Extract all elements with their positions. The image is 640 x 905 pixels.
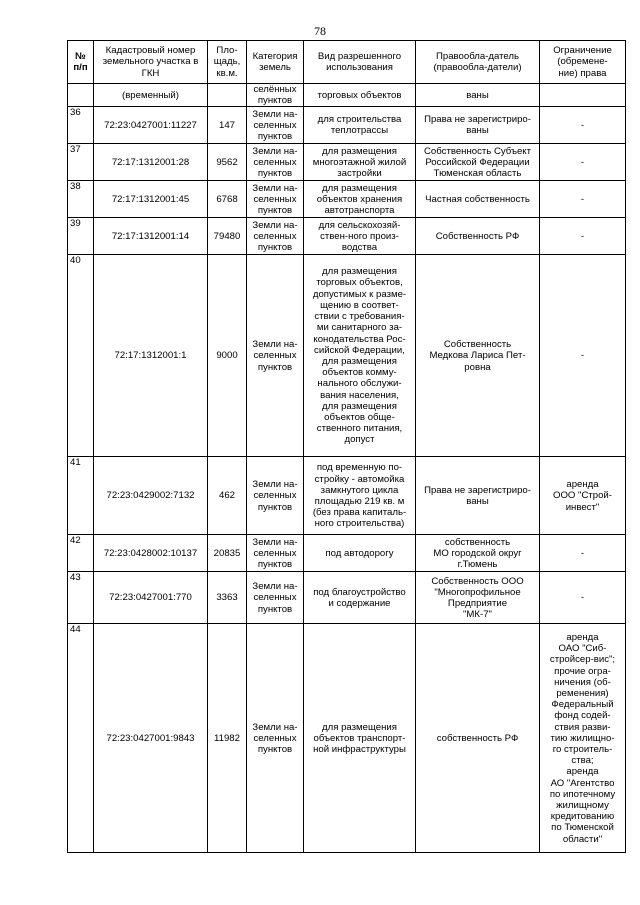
cell-permitted-use: торговых объектов bbox=[304, 84, 416, 107]
cell-row-number: 38 bbox=[68, 181, 94, 218]
cell-cadastral-number: 72:23:0427001:11227 bbox=[94, 107, 208, 144]
cell-cadastral-number: 72:23:0429002:7132 bbox=[94, 457, 208, 535]
cell-permitted-use: для размещения объектов транспорт- ной инфраструктуры bbox=[304, 624, 416, 853]
header-number: № п/п bbox=[68, 41, 94, 84]
cell-land-category: Земли на- селенных пунктов bbox=[247, 218, 304, 255]
cell-permitted-use: для размещения торговых объектов, допустимых к разме- щению в соответ- ствии с требования- ми санитарного за- конодательства Рос- сийской Федерации, для размещения объектов комму- нального обслужи- вания населения, для размещения объектов обще- ственного питания, допуст bbox=[304, 255, 416, 457]
cell-land-category: Земли на- селенных пунктов bbox=[247, 624, 304, 853]
cell-area: 11982 bbox=[208, 624, 247, 853]
cell-cadastral-number: 72:17:1312001:45 bbox=[94, 181, 208, 218]
table-body bbox=[68, 84, 626, 853]
cell-restriction: - bbox=[540, 535, 626, 572]
cell-cadastral-number: (временный) bbox=[94, 84, 208, 107]
cell-restriction: - bbox=[540, 181, 626, 218]
table-header-row bbox=[68, 41, 626, 84]
header-restriction: Ограничение (обремене- ние) права bbox=[540, 41, 626, 84]
header-land-category: Категория земель bbox=[247, 41, 304, 84]
table-row bbox=[68, 535, 626, 572]
land-registry-table bbox=[67, 40, 626, 853]
cell-permitted-use: под автодорогу bbox=[304, 535, 416, 572]
cell-restriction bbox=[540, 84, 626, 107]
header-cadastral-number: Кадастровый номер земельного участка в ГКН bbox=[94, 41, 208, 84]
cell-right-holder: Собственность ООО "Многопрофильное Предприятие "МК-7" bbox=[416, 572, 540, 624]
cell-right-holder: ваны bbox=[416, 84, 540, 107]
cell-row-number bbox=[68, 84, 94, 107]
table-row bbox=[68, 181, 626, 218]
cell-right-holder: собственность МО городской округ г.Тюмень bbox=[416, 535, 540, 572]
cell-land-category: Земли на- селенных пунктов bbox=[247, 107, 304, 144]
table-row bbox=[68, 107, 626, 144]
cell-area: 9000 bbox=[208, 255, 247, 457]
cell-row-number: 36 bbox=[68, 107, 94, 144]
cell-right-holder: Права не зарегистриро- ваны bbox=[416, 107, 540, 144]
cell-row-number: 42 bbox=[68, 535, 94, 572]
cell-land-category: Земли на- селенных пунктов bbox=[247, 457, 304, 535]
cell-land-category: селённых пунктов bbox=[247, 84, 304, 107]
cell-area: 20835 bbox=[208, 535, 247, 572]
cell-right-holder: собственность РФ bbox=[416, 624, 540, 853]
header-permitted-use: Вид разрешенного использования bbox=[304, 41, 416, 84]
cell-row-number: 39 bbox=[68, 218, 94, 255]
cell-right-holder: Собственность Субъект Российской Федерации Тюменская область bbox=[416, 144, 540, 181]
cell-area: 6768 bbox=[208, 181, 247, 218]
cell-land-category: Земли на- селенных пунктов bbox=[247, 255, 304, 457]
cell-area: 3363 bbox=[208, 572, 247, 624]
cell-cadastral-number: 72:17:1312001:28 bbox=[94, 144, 208, 181]
cell-restriction: аренда ООО "Строй- инвест" bbox=[540, 457, 626, 535]
table-row bbox=[68, 84, 626, 107]
cell-cadastral-number: 72:17:1312001:14 bbox=[94, 218, 208, 255]
cell-permitted-use: для размещения объектов хранения автотранспорта bbox=[304, 181, 416, 218]
cell-area: 9562 bbox=[208, 144, 247, 181]
cell-permitted-use: под временную по- стройку - автомойка замкнутого цикла площадью 219 кв. м (без права капиталь- ного строительства) bbox=[304, 457, 416, 535]
cell-row-number: 37 bbox=[68, 144, 94, 181]
cell-cadastral-number: 72:23:0427001:9843 bbox=[94, 624, 208, 853]
table-row bbox=[68, 144, 626, 181]
table-row bbox=[68, 255, 626, 457]
cell-land-category: Земли на- селенных пунктов bbox=[247, 572, 304, 624]
header-right-holder: Правообла-датель (правообла-датели) bbox=[416, 41, 540, 84]
cell-cadastral-number: 72:23:0428002:10137 bbox=[94, 535, 208, 572]
cell-right-holder: Собственность Медкова Лариса Пет- ровна bbox=[416, 255, 540, 457]
cell-cadastral-number: 72:17:1312001:1 bbox=[94, 255, 208, 457]
table-row bbox=[68, 624, 626, 853]
cell-right-holder: Частная собственность bbox=[416, 181, 540, 218]
cell-restriction: - bbox=[540, 218, 626, 255]
page-number: 78 bbox=[314, 24, 326, 38]
cell-area: 79480 bbox=[208, 218, 247, 255]
cell-permitted-use: для строительства теплотрассы bbox=[304, 107, 416, 144]
cell-area bbox=[208, 84, 247, 107]
cell-permitted-use: под благоустройство и содержание bbox=[304, 572, 416, 624]
cell-row-number: 40 bbox=[68, 255, 94, 457]
cell-restriction: - bbox=[540, 255, 626, 457]
cell-restriction: аренда ОАО "Сиб- стройсер-вис"; прочие огра- ничения (об- ременения) Федеральный фонд содей- ствия разви- тию жилищно- го строитель- ства; аренда АО "Агентство по ипотечному жилищному кредитованию по Тюменской области" bbox=[540, 624, 626, 853]
cell-row-number: 41 bbox=[68, 457, 94, 535]
table-row bbox=[68, 457, 626, 535]
cell-restriction: - bbox=[540, 107, 626, 144]
table-row bbox=[68, 572, 626, 624]
cell-area: 462 bbox=[208, 457, 247, 535]
cell-permitted-use: для сельскохозяй- ствен-ного произ- водства bbox=[304, 218, 416, 255]
cell-restriction: - bbox=[540, 144, 626, 181]
cell-land-category: Земли на- селенных пунктов bbox=[247, 181, 304, 218]
cell-right-holder: Права не зарегистриро- ваны bbox=[416, 457, 540, 535]
cell-right-holder: Собственность РФ bbox=[416, 218, 540, 255]
cell-cadastral-number: 72:23:0427001:770 bbox=[94, 572, 208, 624]
cell-restriction: - bbox=[540, 572, 626, 624]
cell-row-number: 44 bbox=[68, 624, 94, 853]
cell-row-number: 43 bbox=[68, 572, 94, 624]
cell-permitted-use: для размещения многоэтажной жилой застройки bbox=[304, 144, 416, 181]
cell-land-category: Земли на- селенных пунктов bbox=[247, 535, 304, 572]
table-row bbox=[68, 218, 626, 255]
cell-area: 147 bbox=[208, 107, 247, 144]
cell-land-category: Земли на- селенных пунктов bbox=[247, 144, 304, 181]
header-area: Пло- щадь, кв.м. bbox=[208, 41, 247, 84]
